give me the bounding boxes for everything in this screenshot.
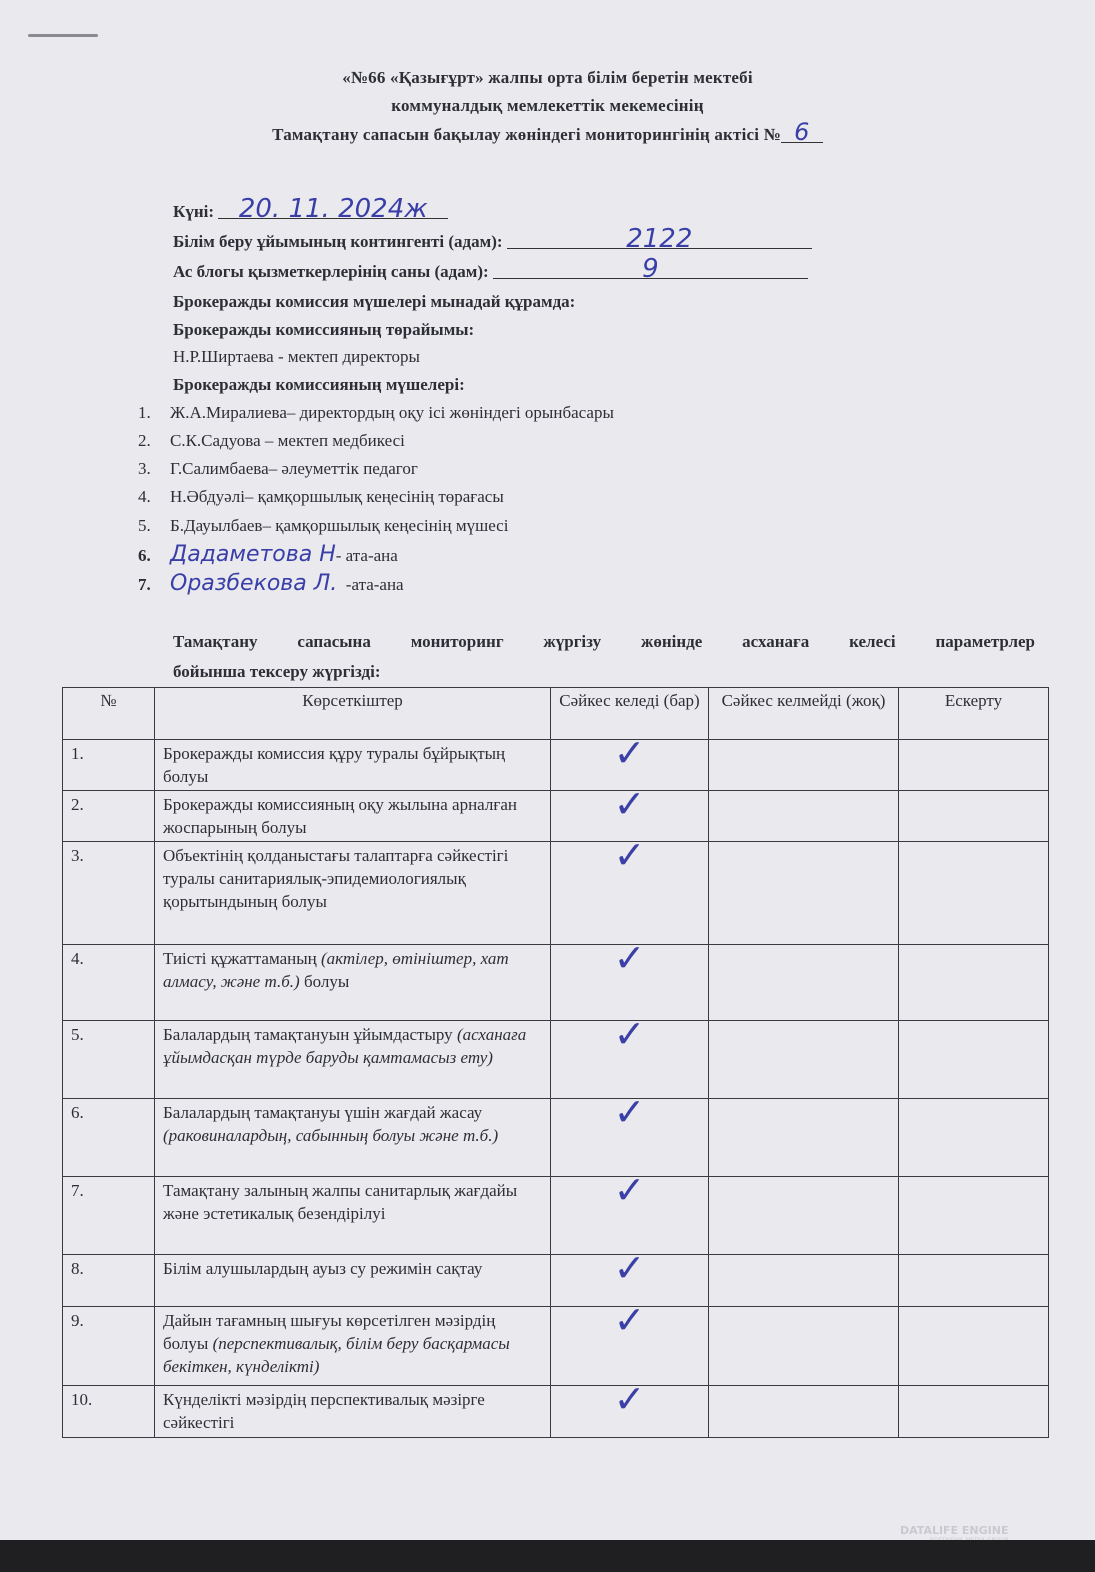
list-item: 1. Ж.А.Миралиева– директордың оқу ісі жөніндегі орынбасары xyxy=(138,403,614,422)
table-row xyxy=(63,1177,1049,1255)
row-note-cell xyxy=(899,1099,1049,1177)
row-no-cell xyxy=(709,842,899,945)
checkmark-icon: ✓ xyxy=(551,842,709,945)
row-indicator: Брокеражды комиссияның оқу жылына арналған жоспарының болуы xyxy=(155,791,551,842)
parent-item: 7. Оразбекова Л. -ата-ана xyxy=(138,571,404,596)
header-line-2: коммуналдық мемлекеттік мекемесінің xyxy=(391,96,704,115)
col-header-yes: Сәйкес келеді (бар) xyxy=(551,688,709,740)
staff-value: 9 xyxy=(493,260,808,279)
members-heading: Брокеражды комиссияның мүшелері: xyxy=(173,375,465,394)
row-number: 2. xyxy=(63,791,155,842)
row-no-cell xyxy=(709,1255,899,1307)
act-number: 6 xyxy=(781,122,823,143)
row-no-cell xyxy=(709,1099,899,1177)
row-indicator: Күнделікті мәзірдің перспективалық мәзірге сәйкестігі xyxy=(155,1386,551,1438)
checkmark-icon: ✓ xyxy=(551,1386,709,1438)
row-indicator: Балалардың тамақтануы үшін жағдай жасау (раковиналардың, сабынның болуы және т.б.) xyxy=(155,1099,551,1177)
row-no-cell xyxy=(709,740,899,791)
commission-heading: Брокеражды комиссия мүшелері мынадай құрамда: xyxy=(173,292,576,311)
table-row xyxy=(63,1021,1049,1099)
row-note-cell xyxy=(899,1255,1049,1307)
intro-line-2: бойынша тексеру жүргізді: xyxy=(173,662,381,681)
row-note-cell xyxy=(899,1386,1049,1438)
checkmark-icon: ✓ xyxy=(551,945,709,1021)
row-no-cell xyxy=(709,1386,899,1438)
watermark: DATALIFE ENGINE xyxy=(900,1524,1009,1537)
row-indicator: Тиісті құжаттаманың (актілер, өтініштер, хат алмасу, және т.б.) болуы xyxy=(155,945,551,1021)
row-number: 6. xyxy=(63,1099,155,1177)
checkmark-icon: ✓ xyxy=(551,1307,709,1386)
checkmark-icon: ✓ xyxy=(551,1021,709,1099)
parent-item: 6. Дадаметова Н- ата-ана xyxy=(138,542,398,567)
date-label: Күні: xyxy=(173,202,215,221)
row-indicator: Тамақтану залының жалпы санитарлық жағдайы және эстетикалық безендірілуі xyxy=(155,1177,551,1255)
intro-line-1: Тамақтану сапасына мониторинг жүргізу жөнінде асханаға келесі параметрлер xyxy=(173,632,1035,651)
row-indicator: Дайын тағамның шығуы көрсетілген мәзірдің болуы (перспективалық, білім беру басқармасы бекіткен, күнделікті) xyxy=(155,1307,551,1386)
contingent-label: Білім беру ұйымының контингенті (адам): xyxy=(173,232,503,251)
header-line-1: «№66 «Қазығұрт» жалпы орта білім беретін мектебі xyxy=(342,68,753,87)
table-row xyxy=(63,1099,1049,1177)
list-item: 5. Б.Дауылбаев– қамқоршылық кеңесінің мүшесі xyxy=(138,516,509,535)
staff-row xyxy=(173,254,808,284)
row-note-cell xyxy=(899,1021,1049,1099)
row-number: 10. xyxy=(63,1386,155,1438)
chair-heading: Брокеражды комиссияның төрайымы: xyxy=(173,320,475,339)
list-item: 2. С.К.Садуова – мектеп медбикесі xyxy=(138,431,405,450)
row-note-cell xyxy=(899,791,1049,842)
chair-name: Н.Р.Ширтаева - мектеп директоры xyxy=(173,347,420,366)
table-row xyxy=(63,791,1049,842)
contingent-value: 2122 xyxy=(507,230,812,249)
act-title: Тамақтану сапасын бақылау жөніндегі мониторингінің актісі № xyxy=(272,125,781,144)
paper-mark xyxy=(28,34,98,37)
row-no-cell xyxy=(709,791,899,842)
col-header-number: № xyxy=(63,688,155,740)
table-row xyxy=(63,945,1049,1021)
staff-label: Ас блогы қызметкерлерінің саны (адам): xyxy=(173,262,489,281)
row-note-cell xyxy=(899,1307,1049,1386)
row-no-cell xyxy=(709,1021,899,1099)
row-number: 7. xyxy=(63,1177,155,1255)
list-item: 3. Г.Салимбаева– әлеуметтік педагог xyxy=(138,459,418,478)
row-indicator: Балалардың тамақтануын ұйымдастыру (асханаға ұйымдасқан түрде баруды қамтамасыз ету) xyxy=(155,1021,551,1099)
bottom-edge xyxy=(0,1540,1095,1572)
row-indicator: Брокеражды комиссия құру туралы бұйрықтың болуы xyxy=(155,740,551,791)
checkmark-icon: ✓ xyxy=(551,1255,709,1307)
table-row xyxy=(63,1386,1049,1438)
row-no-cell xyxy=(709,1177,899,1255)
date-value: 20. 11. 2024ж xyxy=(218,200,448,219)
table-row xyxy=(63,1255,1049,1307)
row-note-cell xyxy=(899,740,1049,791)
table-row xyxy=(63,842,1049,945)
row-no-cell xyxy=(709,1307,899,1386)
date-row xyxy=(173,194,448,224)
checkmark-icon: ✓ xyxy=(551,791,709,842)
contingent-row xyxy=(173,224,812,254)
row-number: 3. xyxy=(63,842,155,945)
list-item: 4. Н.Әбдуәлі– қамқоршылық кеңесінің төрағасы xyxy=(138,487,504,506)
parent-signature: Дадаметова Н xyxy=(170,542,336,567)
row-note-cell xyxy=(899,945,1049,1021)
row-indicator: Білім алушылардың ауыз су режимін сақтау xyxy=(155,1255,551,1307)
row-no-cell xyxy=(709,945,899,1021)
row-number: 5. xyxy=(63,1021,155,1099)
row-number: 4. xyxy=(63,945,155,1021)
row-note-cell xyxy=(899,1177,1049,1255)
row-number: 8. xyxy=(63,1255,155,1307)
checkmark-icon: ✓ xyxy=(551,1177,709,1255)
parent-signature: Оразбекова Л. xyxy=(170,571,338,596)
header-line-3 xyxy=(0,118,1095,146)
checkmark-icon: ✓ xyxy=(551,740,709,791)
row-indicator: Объектінің қолданыстағы талаптарға сәйкестігі туралы санитариялық-эпидемиологиялық қорытындының болуы xyxy=(155,842,551,945)
col-header-no: Сәйкес келмейді (жоқ) xyxy=(709,688,899,740)
row-number: 9. xyxy=(63,1307,155,1386)
checkmark-icon: ✓ xyxy=(551,1099,709,1177)
table-row xyxy=(63,740,1049,791)
row-note-cell xyxy=(899,842,1049,945)
col-header-indicators: Көрсеткіштер xyxy=(155,688,551,740)
parameters-table xyxy=(62,687,1049,1438)
row-number: 1. xyxy=(63,740,155,791)
col-header-note: Ескерту xyxy=(899,688,1049,740)
table-row xyxy=(63,1307,1049,1386)
